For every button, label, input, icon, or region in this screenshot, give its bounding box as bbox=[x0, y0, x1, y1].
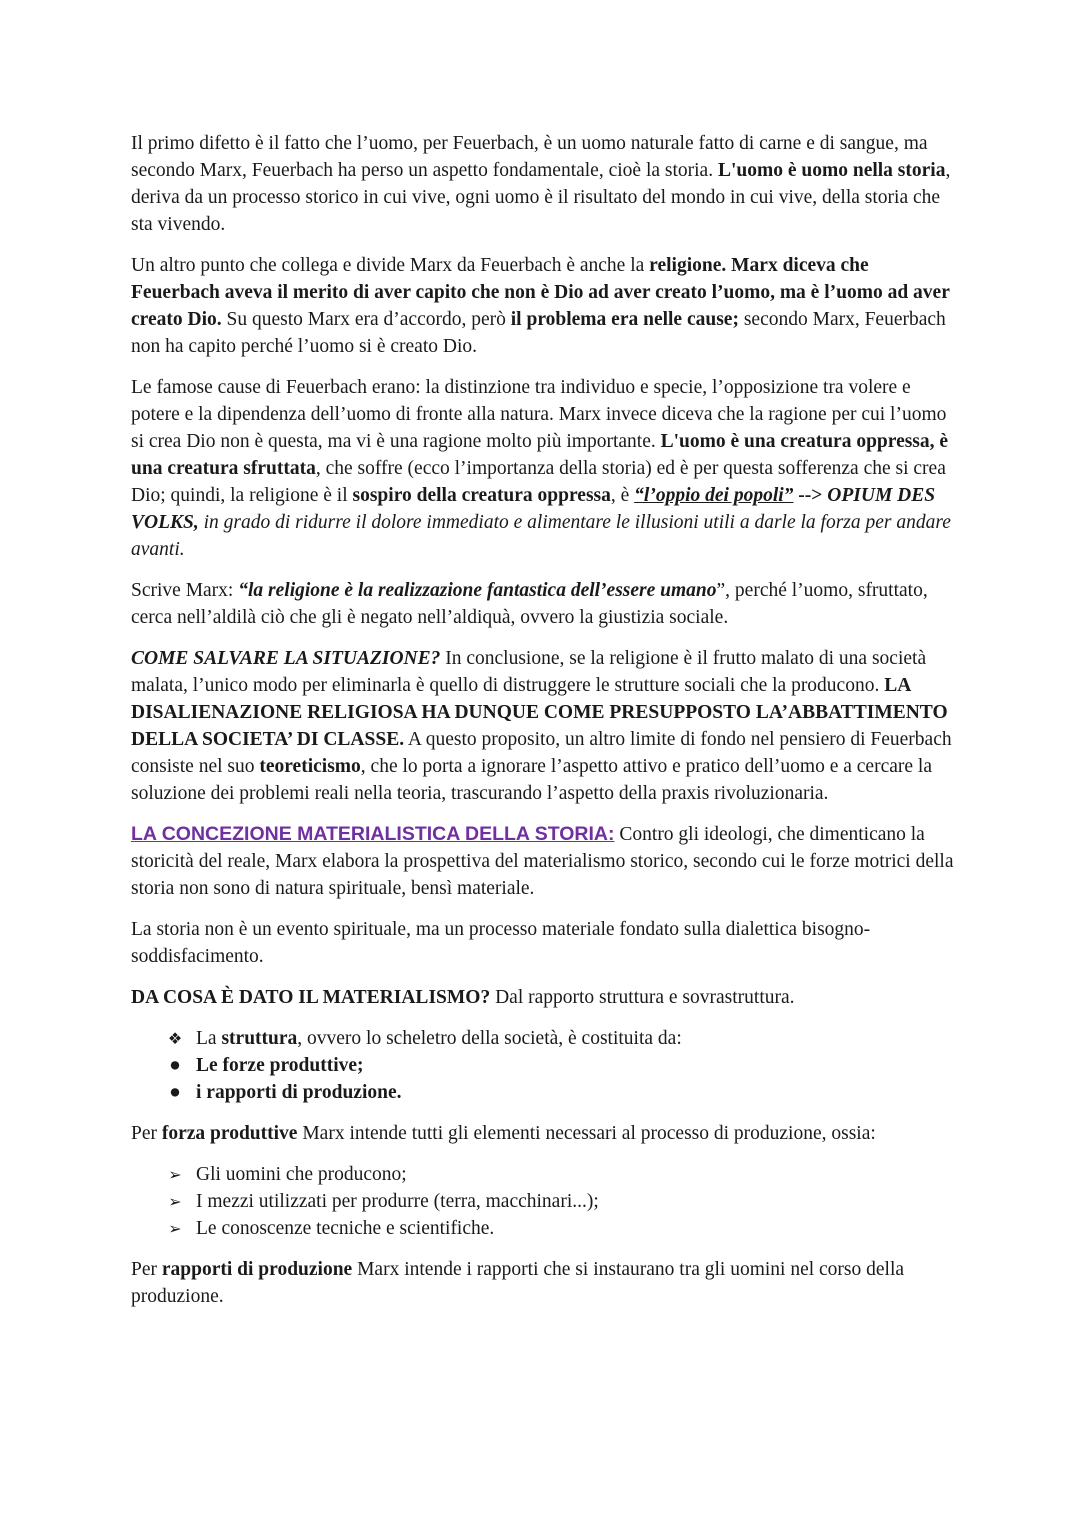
paragraph-rapporti-produzione bbox=[131, 1256, 961, 1310]
text: Su questo Marx era d’accordo, però bbox=[221, 309, 511, 330]
text: La storia non è un evento spirituale, ma un processo materiale fondato sulla dialettica bisogno-soddisfacimento. bbox=[131, 919, 871, 967]
list-item bbox=[131, 1079, 961, 1106]
text: , deriva da un processo storico in cui vive, ogni uomo è il risultato del mondo in cui vive, della storia che sta vivendo. bbox=[131, 160, 951, 235]
text: Dal rapporto struttura e sovrastruttura. bbox=[490, 987, 795, 1008]
bold-text: religione. Marx diceva che Feuerbach aveva il merito di aver capito che non è Dio ad aver creato l’uomo, ma è l’uomo ad aver creato Dio. bbox=[131, 255, 950, 330]
text: In conclusione, se la religione è il frutto malato di una società malata, l’unico modo per eliminarla è quello di distruggere le strutture sociali che la producono. bbox=[131, 648, 927, 696]
text: , che lo porta a ignorare l’aspetto attivo e pratico dell’uomo e a cercare la soluzione dei problemi reali nella teoria, trascurando l’aspetto della praxis rivoluzionaria. bbox=[131, 756, 932, 804]
text: ”, perché l’uomo, sfruttato, cerca nell’aldilà ciò che gli è negato nell’aldiquà, ovvero la giustizia sociale. bbox=[131, 580, 928, 628]
list-item-text: I mezzi utilizzati per produrre (terra, macchinari...); bbox=[196, 1191, 599, 1212]
text: Le famose cause di Feuerbach erano: la distinzione tra individuo e specie, l’opposizione tra volere e potere e la dipendenza dell’uomo di fronte alla natura. Marx invece diceva che la ragione per cui l’uomo si crea Dio non è questa, ma vi è una ragione molto più importante. bbox=[131, 377, 947, 452]
bold-text: teoreticismo bbox=[259, 756, 361, 777]
list-item bbox=[131, 1215, 961, 1242]
paragraph-salvare bbox=[131, 645, 961, 807]
list-item-text: Gli uomini che producono; bbox=[196, 1164, 407, 1185]
text: Per bbox=[131, 1259, 162, 1280]
arrow-text: --> bbox=[793, 485, 828, 506]
text: , è bbox=[610, 485, 635, 506]
bold-text: rapporti di produzione bbox=[161, 1259, 353, 1280]
bold-question: DA COSA È DATO IL MATERIALISMO? bbox=[131, 987, 491, 1008]
bold-text: sospiro della creatura oppressa bbox=[352, 485, 611, 506]
opium-des-volks: OPIUM DES VOLKS, bbox=[131, 485, 936, 533]
text: Contro gli ideologi, che dimenticano la storicità del reale, Marx elabora la prospettiva del materialismo storico, secondo cui le forze motrici della storia non sono di natura spirituale, bensì materiale. bbox=[131, 824, 954, 899]
paragraph-religion bbox=[131, 252, 961, 360]
paragraph-marx-quote bbox=[131, 577, 961, 631]
question-heading: COME SALVARE LA SITUAZIONE? bbox=[131, 648, 441, 669]
bold-text: forza produttive bbox=[161, 1123, 298, 1144]
text: Scrive Marx: bbox=[131, 580, 239, 601]
list-item bbox=[131, 1052, 961, 1079]
text: Un altro punto che collega e divide Marx da Feuerbach è anche la bbox=[131, 255, 650, 276]
quote-oppio: “l’oppio dei popoli” bbox=[634, 485, 794, 506]
arrow-bullet-icon: ➢ bbox=[168, 1165, 182, 1184]
text: Marx intende i rapporti che si instaurano tra gli uomini nel corso della produzione. bbox=[131, 1259, 905, 1307]
list-item bbox=[131, 1025, 961, 1052]
paragraph-storia bbox=[131, 916, 961, 970]
paragraph-forze-produttive bbox=[131, 1120, 961, 1147]
bold-text: struttura bbox=[221, 1028, 298, 1049]
section-heading: LA CONCEZIONE MATERIALISTICA DELLA STORIA: bbox=[131, 823, 615, 845]
struttura-list bbox=[131, 1025, 961, 1106]
text: Il primo difetto è il fatto che l’uomo, per Feuerbach, è un uomo naturale fatto di carne e di sangue, ma secondo Marx, Feuerbach ha perso un aspetto fondamentale, cioè la storia. bbox=[131, 133, 928, 181]
quote-religione: “la religione è la realizzazione fantastica dell’essere umano bbox=[238, 580, 717, 601]
text: , che soffre (ecco l’importanza della storia) ed è per questa sofferenza che si crea Dio; quindi, la religione è il bbox=[131, 458, 946, 506]
text: Marx intende tutti gli elementi necessari al processo di produzione, ossia: bbox=[297, 1123, 876, 1144]
bold-text: LA DISALIENAZIONE RELIGIOSA HA DUNQUE COME PRESUPPOSTO LA’ABBATTIMENTO DELLA SOCIETA’ DI CLASSE. bbox=[131, 675, 948, 750]
list-item-text: Le conoscenze tecniche e scientifiche. bbox=[196, 1218, 495, 1239]
bold-text: i rapporti di produzione. bbox=[196, 1082, 402, 1103]
bullet-icon: ● bbox=[169, 1055, 181, 1076]
bullet-icon: ● bbox=[169, 1082, 181, 1103]
text: La bbox=[196, 1028, 222, 1049]
diamond-bullet-icon: ❖ bbox=[167, 1029, 183, 1048]
forze-list bbox=[131, 1161, 961, 1242]
italic-text: in grado di ridurre il dolore immediato e alimentare le illusioni utili a darle la forza per andare avanti. bbox=[131, 512, 951, 560]
paragraph-concezione bbox=[131, 821, 961, 902]
list-item bbox=[131, 1161, 961, 1188]
paragraph-causes bbox=[131, 374, 961, 563]
arrow-bullet-icon: ➢ bbox=[168, 1219, 182, 1238]
text: secondo Marx, Feuerbach non ha capito perché l’uomo si è creato Dio. bbox=[131, 309, 946, 357]
bold-text: il problema era nelle cause; bbox=[510, 309, 739, 330]
paragraph-feuerbach-defect bbox=[131, 130, 961, 238]
paragraph-materialismo bbox=[131, 984, 961, 1011]
text: , ovvero lo scheletro della società, è costituita da: bbox=[297, 1028, 682, 1049]
text: Per bbox=[131, 1123, 162, 1144]
arrow-bullet-icon: ➢ bbox=[168, 1192, 182, 1211]
bold-text: L'uomo è una creatura oppressa, è una creatura sfruttata bbox=[131, 431, 949, 479]
bold-text: Le forze produttive; bbox=[196, 1055, 364, 1076]
bold-text: L'uomo è uomo nella storia bbox=[717, 160, 946, 181]
document-body bbox=[131, 130, 961, 1324]
list-item bbox=[131, 1188, 961, 1215]
text: A questo proposito, un altro limite di fondo nel pensiero di Feuerbach consiste nel suo bbox=[131, 729, 952, 777]
